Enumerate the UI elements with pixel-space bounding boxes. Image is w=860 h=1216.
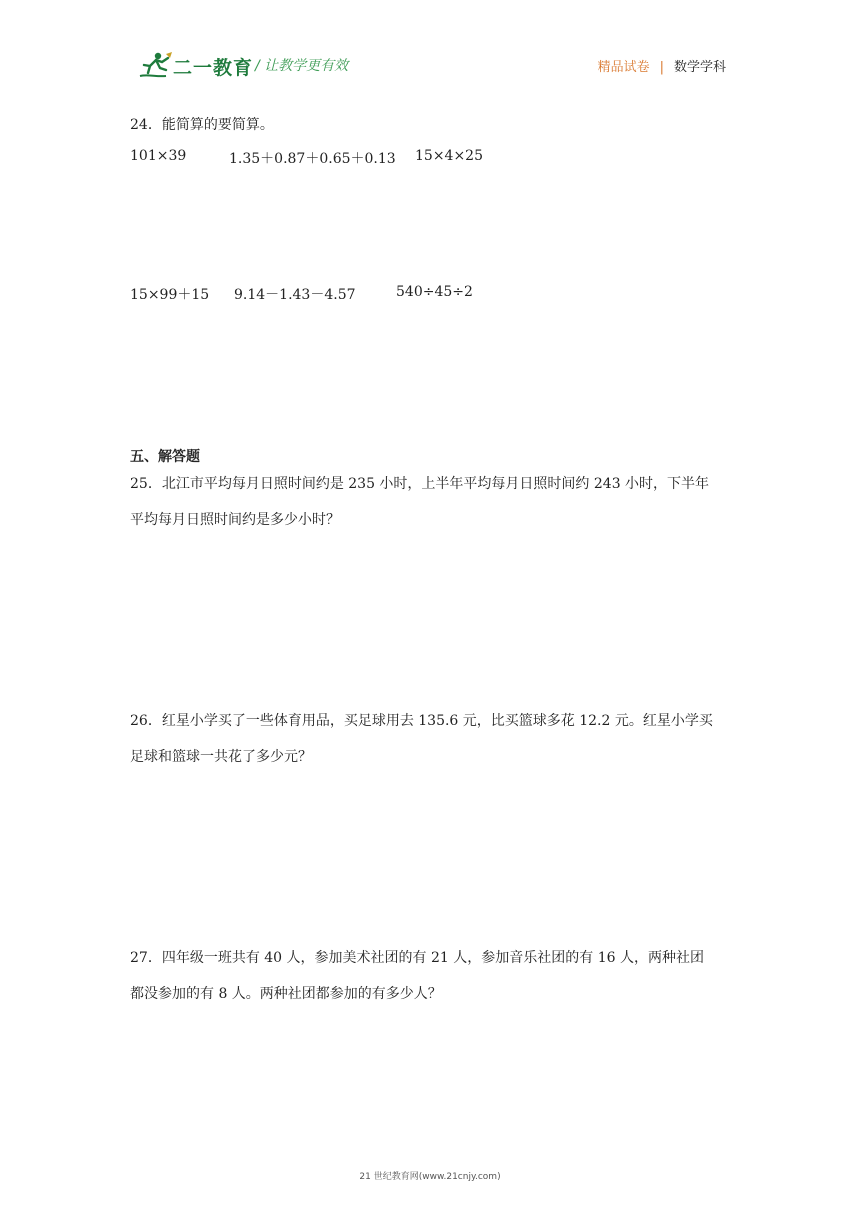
q24-expr-6: 540÷45÷2: [396, 284, 473, 300]
header-separator: |: [659, 60, 664, 75]
q24-expr-4: 15×99＋15: [130, 287, 210, 303]
q24-expr-3: 15×4×25: [415, 148, 483, 164]
slogan: / 让教学更有效: [255, 58, 349, 74]
q25-line-2: 平均每月日照时间约是多少小时？: [130, 512, 340, 528]
q26-line-1: 26．红星小学买了一些体育用品，买足球用去 135.6 元，比买篮球多花 12.2 元。红星小学买: [130, 713, 713, 729]
q27-line-1: 27．四年级一班共有 40 人，参加美术社团的有 21 人，参加音乐社团的有 16 人，两种社团: [130, 950, 704, 966]
section-title: 五、解答题: [130, 449, 200, 465]
brand-name: 二一教育: [173, 57, 254, 79]
q24-expr-2: 1.35＋0.87＋0.65＋0.13: [229, 151, 396, 167]
q24-title: 24．能简算的要简算。: [130, 117, 274, 133]
header-labels: [598, 56, 726, 75]
label-premium-paper: 精品试卷: [597, 60, 650, 75]
q24-expr-5: 9.14－1.43－4.57: [234, 287, 356, 303]
page-footer: 21 世纪教育网(www.21cnjy.com): [359, 1172, 501, 1182]
label-subject: 数学学科: [673, 60, 726, 75]
q24-expr-1: 101×39: [130, 148, 187, 164]
q26-line-2: 足球和篮球一共花了多少元？: [130, 749, 312, 765]
q27-line-2: 都没参加的有 8 人。两种社团都参加的有多少人？: [130, 986, 442, 1002]
q25-line-1: 25．北江市平均每月日照时间约是 235 小时，上半年平均每月日照时间约 243 小时，下半年: [130, 476, 710, 492]
